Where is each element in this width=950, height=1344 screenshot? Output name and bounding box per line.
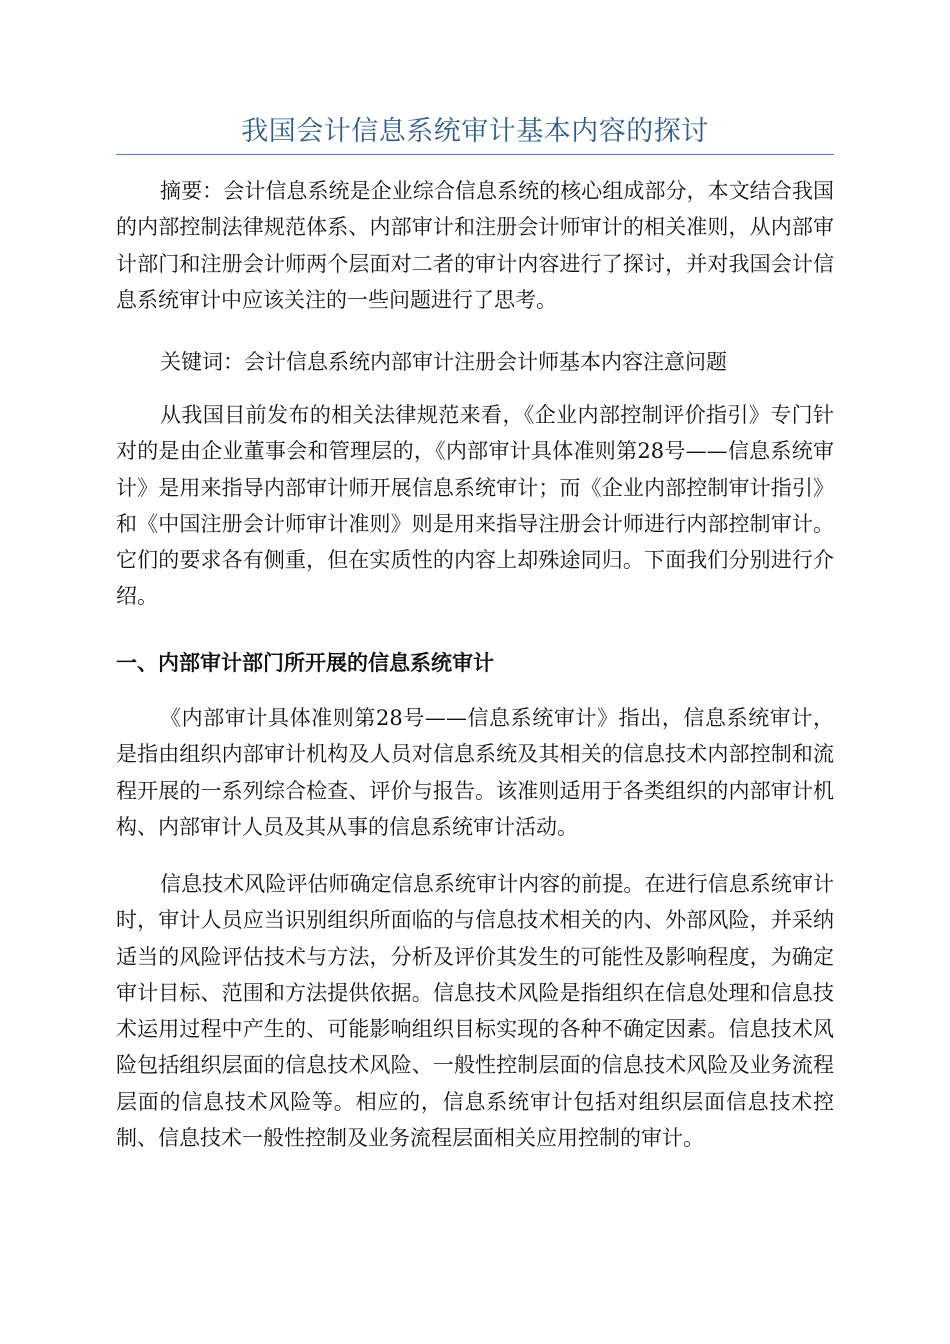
title-underline xyxy=(116,154,834,155)
section-heading: 一、内部审计部门所开展的信息系统审计 xyxy=(116,651,494,675)
section1-paragraph-1: 《内部审计具体准则第28号——信息系统审计》指出，信息系统审计，是指由组织内部审计机构及人员对信息系统及其相关的信息技术内部控制和流程开展的一系列综合检查、评价与报告。该准则适用于各类组织的内部审计机构、内部审计人员及其从事的信息系统审计活动。 xyxy=(116,706,834,839)
abstract-paragraph: 摘要：会计信息系统是企业综合信息系统的核心组成部分，本文结合我国的内部控制法律规范体系、内部审计和注册会计师审计的相关准则，从内部审计部门和注册会计师两个层面对二者的审计内容进行了探讨，并对我国会计信息系统审计中应该关注的一些问题进行了思考。 xyxy=(116,179,834,312)
keywords-paragraph: 关键词：会计信息系统内部审计注册会计师基本内容注意问题 xyxy=(160,350,727,374)
section1-paragraph-2: 信息技术风险评估师确定信息系统审计内容的前提。在进行信息系统审计时，审计人员应当识别组织所面临的与信息技术相关的内、外部风险，并采纳适当的风险评估技术与方法，分析及评价其发生的可能性及影响程度，为确定审计目标、范围和方法提供依据。信息技术风险是指组织在信息处理和信息技术运用过程中产生的、可能影响组织目标实现的各种不确定因素。信息技术风险包括组织层面的信息技术风险、一般性控制层面的信息技术风险及业务流程层面的信息技术风险等。相应的，信息系统审计包括对组织层面信息技术控制、信息技术一般性控制及业务流程层面相关应用控制的审计。 xyxy=(116,872,834,1151)
intro-paragraph: 从我国目前发布的相关法律规范来看，《企业内部控制评价指引》专门针对的是由企业董事会和管理层的，《内部审计具体准则第28号——信息系统审计》是用来指导内部审计师开展信息系统审计；而《企业内部控制审计指引》和《中国注册会计师审计准则》则是用来指导注册会计师进行内部控制审计。它们的要求各有侧重，但在实质性的内容上却殊途同归。下面我们分别进行介绍。 xyxy=(116,403,834,609)
document-title: 我国会计信息系统审计基本内容的探讨 xyxy=(241,116,709,147)
